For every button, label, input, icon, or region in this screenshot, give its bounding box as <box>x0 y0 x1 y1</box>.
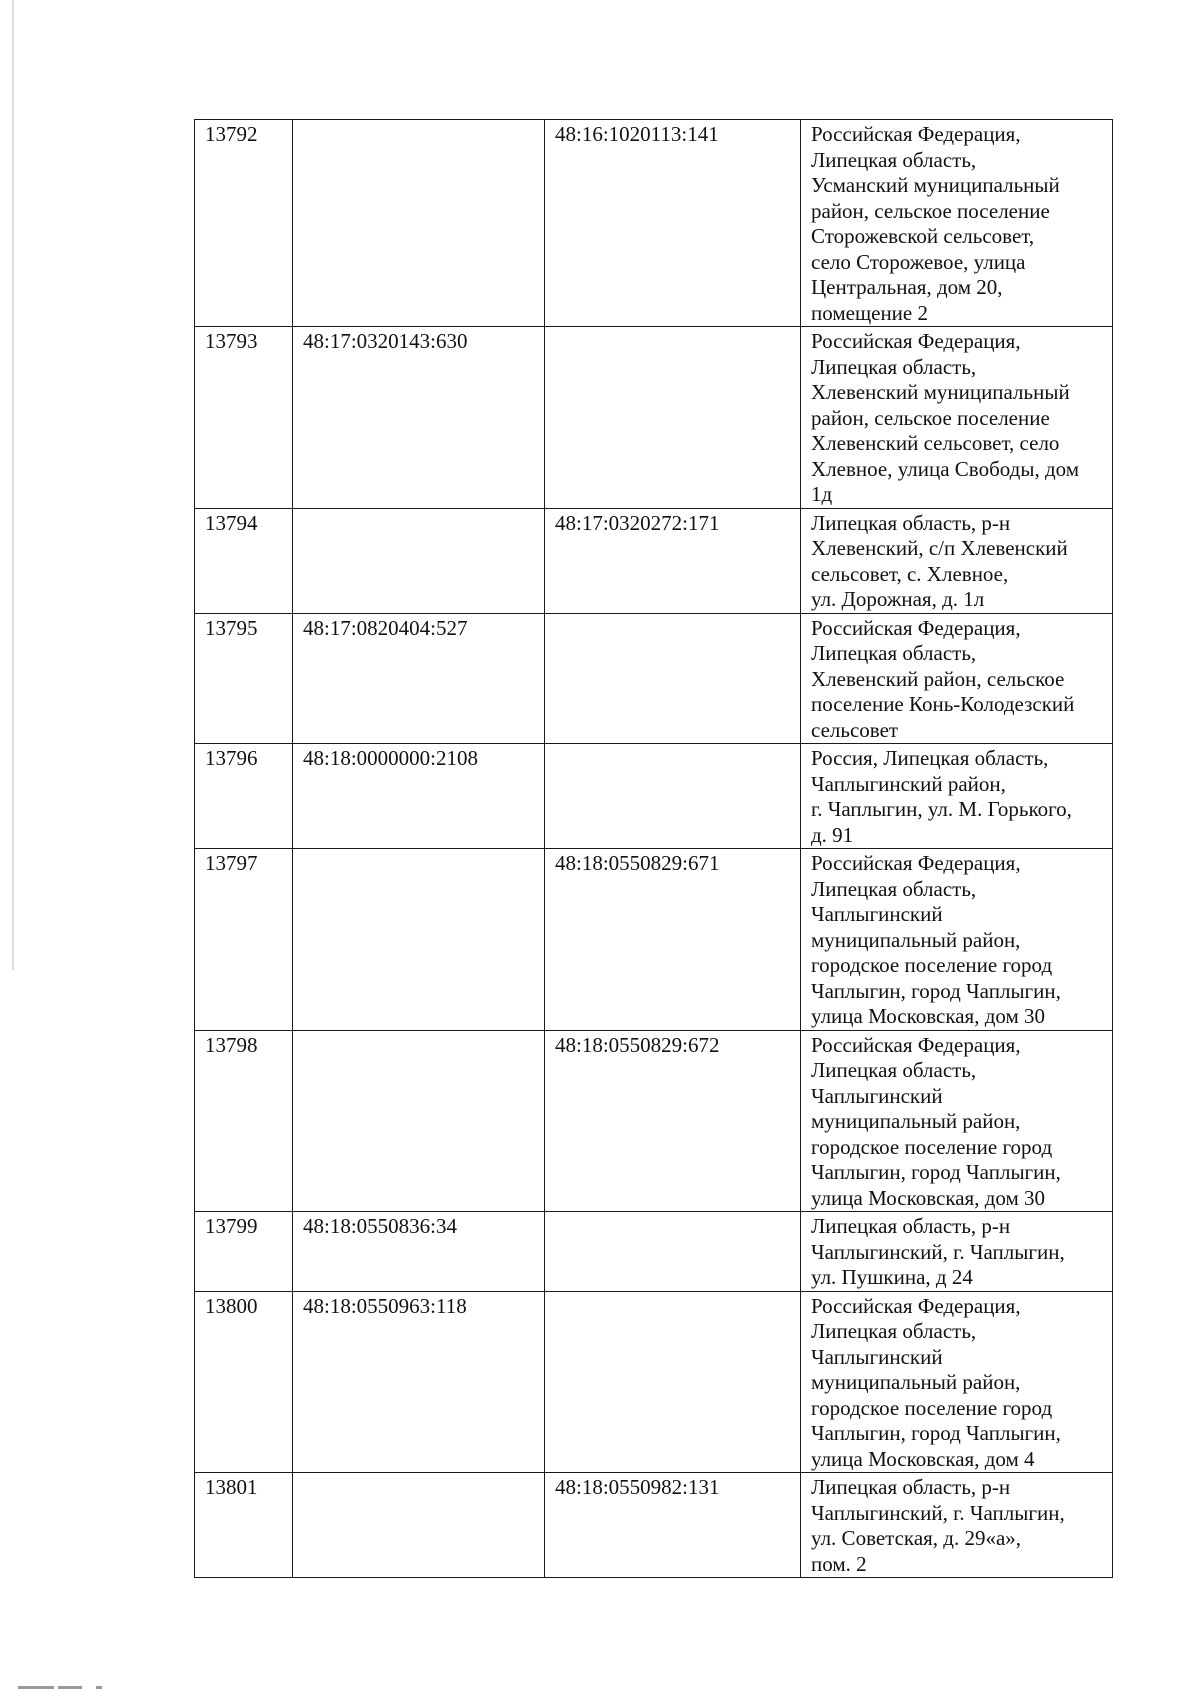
premises-cadastral-cell <box>545 744 801 849</box>
table-row <box>195 613 1113 744</box>
building-cadastral-cell <box>293 849 545 1031</box>
table-row <box>195 1291 1113 1473</box>
row-number-cell: 13793 <box>195 327 293 509</box>
building-cadastral-cell <box>293 120 545 327</box>
building-cadastral-cell: 48:18:0000000:2108 <box>293 744 545 849</box>
address-cell: Российская Федерация, Липецкая область, Чаплыгинский муниципальный район, городское поселение город Чаплыгин, город Чаплыгин, улица Московская, дом 4 <box>801 1291 1113 1473</box>
address-cell: Российская Федерация, Липецкая область, Усманский муниципальный район, сельское поселение Сторожевской сельсовет, село Сторожевое, улица Центральная, дом 20, помещение 2 <box>801 120 1113 327</box>
scan-artifact-mark <box>58 1686 82 1689</box>
address-cell: Липецкая область, р-н Хлевенский, с/п Хлевенский сельсовет, с. Хлевное, ул. Дорожная, д. 1л <box>801 508 1113 613</box>
table-row <box>195 120 1113 327</box>
premises-cadastral-cell <box>545 327 801 509</box>
premises-cadastral-cell: 48:17:0320272:171 <box>545 508 801 613</box>
building-cadastral-cell: 48:18:0550963:118 <box>293 1291 545 1473</box>
row-number-cell: 13797 <box>195 849 293 1031</box>
scan-artifact-mark <box>96 1686 102 1689</box>
premises-cadastral-cell: 48:18:0550829:671 <box>545 849 801 1031</box>
row-number-cell: 13795 <box>195 613 293 744</box>
address-cell: Липецкая область, р-н Чаплыгинский, г. Чаплыгин, ул. Пушкина, д 24 <box>801 1212 1113 1292</box>
premises-cadastral-cell <box>545 1291 801 1473</box>
row-number-cell: 13796 <box>195 744 293 849</box>
scan-artifact-mark <box>18 1686 54 1689</box>
premises-cadastral-cell: 48:18:0550829:672 <box>545 1030 801 1212</box>
table-row <box>195 508 1113 613</box>
building-cadastral-cell: 48:18:0550836:34 <box>293 1212 545 1292</box>
property-table <box>194 119 1113 1578</box>
building-cadastral-cell <box>293 508 545 613</box>
building-cadastral-cell: 48:17:0320143:630 <box>293 327 545 509</box>
address-cell: Российская Федерация, Липецкая область, Чаплыгинский муниципальный район, городское поселение город Чаплыгин, город Чаплыгин, улица Московская, дом 30 <box>801 1030 1113 1212</box>
address-cell: Российская Федерация, Липецкая область, Хлевенский район, сельское поселение Конь-Колодезский сельсовет <box>801 613 1113 744</box>
premises-cadastral-cell: 48:16:1020113:141 <box>545 120 801 327</box>
address-cell: Российская Федерация, Липецкая область, Хлевенский муниципальный район, сельское поселение Хлевенский сельсовет, село Хлевное, улица Свободы, дом 1д <box>801 327 1113 509</box>
premises-cadastral-cell: 48:18:0550982:131 <box>545 1473 801 1578</box>
row-number-cell: 13799 <box>195 1212 293 1292</box>
table-row <box>195 744 1113 849</box>
row-number-cell: 13794 <box>195 508 293 613</box>
row-number-cell: 13801 <box>195 1473 293 1578</box>
table-row <box>195 1030 1113 1212</box>
row-number-cell: 13798 <box>195 1030 293 1212</box>
scan-edge-line <box>12 0 14 970</box>
table-row <box>195 1473 1113 1578</box>
premises-cadastral-cell <box>545 613 801 744</box>
row-number-cell: 13792 <box>195 120 293 327</box>
building-cadastral-cell <box>293 1473 545 1578</box>
address-cell: Россия, Липецкая область, Чаплыгинский район, г. Чаплыгин, ул. М. Горького, д. 91 <box>801 744 1113 849</box>
building-cadastral-cell <box>293 1030 545 1212</box>
row-number-cell: 13800 <box>195 1291 293 1473</box>
table-row <box>195 327 1113 509</box>
premises-cadastral-cell <box>545 1212 801 1292</box>
address-cell: Липецкая область, р-н Чаплыгинский, г. Чаплыгин, ул. Советская, д. 29«а», пом. 2 <box>801 1473 1113 1578</box>
table-row <box>195 1212 1113 1292</box>
building-cadastral-cell: 48:17:0820404:527 <box>293 613 545 744</box>
address-cell: Российская Федерация, Липецкая область, Чаплыгинский муниципальный район, городское поселение город Чаплыгин, город Чаплыгин, улица Московская, дом 30 <box>801 849 1113 1031</box>
table-row <box>195 849 1113 1031</box>
